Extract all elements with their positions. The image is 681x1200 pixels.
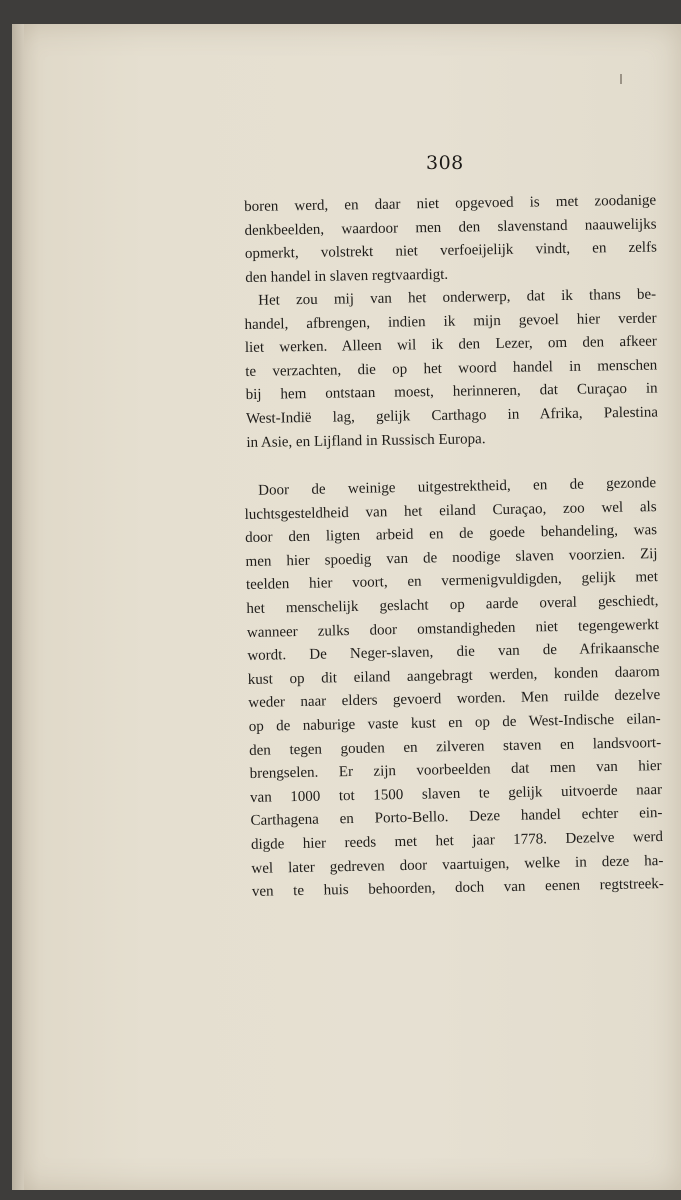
text-line: men hier spoedig van de noodige slaven voorzien. Zij — [245, 545, 658, 570]
text-line: brengselen. Er zijn voorbeelden dat men van hier — [249, 758, 662, 783]
text-line: kust op dit eiland aangebragt werden, konden daarom — [247, 663, 660, 688]
text-line: van 1000 tot 1500 slaven te gelijk uitvoerde naar — [249, 781, 663, 806]
paragraph-1 — [244, 190, 657, 291]
text-line: boren werd, en daar niet opgevoed is met zoodanige — [244, 192, 657, 215]
text-line: luchtsgesteldheid van het eiland Curaçao, zoo wel als — [244, 498, 657, 523]
page-number: 308 — [426, 152, 464, 174]
text-line: opmerkt, volstrekt niet verfoeijelijk vindt, en zelfs — [244, 239, 657, 263]
text-line: Carthagena en Porto-Bello. Deze handel echter ein- — [250, 805, 663, 830]
text-line: het menschelijk geslacht op aarde overal geschiedt, — [246, 593, 659, 617]
text-line: den handel in slaven regtvaardigt. — [245, 266, 449, 286]
text-line: te verzachten, die op het woord handel in menschen — [245, 357, 658, 380]
paragraph-3 — [244, 472, 664, 905]
text-line: handel, afbrengen, indien ik mijn gevoel hier verder — [244, 310, 657, 333]
text-line: door den ligten arbeid en de goede behandeling, was — [244, 522, 658, 547]
text-line: Het zou mij van het onderwerp, dat ik thans be- — [258, 286, 657, 309]
page-binding-edge — [12, 24, 24, 1190]
paragraph-2 — [244, 284, 659, 456]
text-line: in Asie, en Lijfland in Russisch Europa. — [246, 430, 486, 451]
text-line: den tegen gouden en zilveren staven en landsvoort- — [249, 734, 662, 759]
text-line: ven te huis behoorden, doch van eenen regtstreek- — [251, 876, 664, 901]
text-line: teelden hier voort, en vermenigvuldigden, gelijk met — [245, 569, 659, 594]
text-line: weder naar elders gevoerd worden. Men ruilde dezelve — [248, 687, 661, 712]
text-line: West-Indië lag, gelijk Carthago in Afrika, Palestina — [245, 404, 659, 427]
text-line: Door de weinige uitgestrektheid, en de gezonde — [258, 475, 657, 499]
text-line: digde hier reeds met het jaar 1778. Dezelve werd — [250, 828, 664, 853]
text-line: bij hem ontstaan moest, herinneren, dat Curaçao in — [245, 380, 658, 404]
text-line: op de naburige vaste kust en op de West-Indische eilan- — [248, 710, 661, 735]
text-line: wel later gedreven door vaartuigen, welke in deze ha- — [251, 852, 664, 877]
text-line: wanneer zulks door omstandigheden niet tegengewerkt — [246, 616, 660, 641]
text-line: denkbeelden, waardoor men den slavenstand naauwelijks — [244, 216, 657, 239]
text-line: liet werken. Alleen wil ik den Lezer, om den afkeer — [244, 333, 657, 357]
paper-speck — [620, 74, 622, 84]
text-line: wordt. De Neger-slaven, die van de Afrikaansche — [247, 640, 660, 665]
